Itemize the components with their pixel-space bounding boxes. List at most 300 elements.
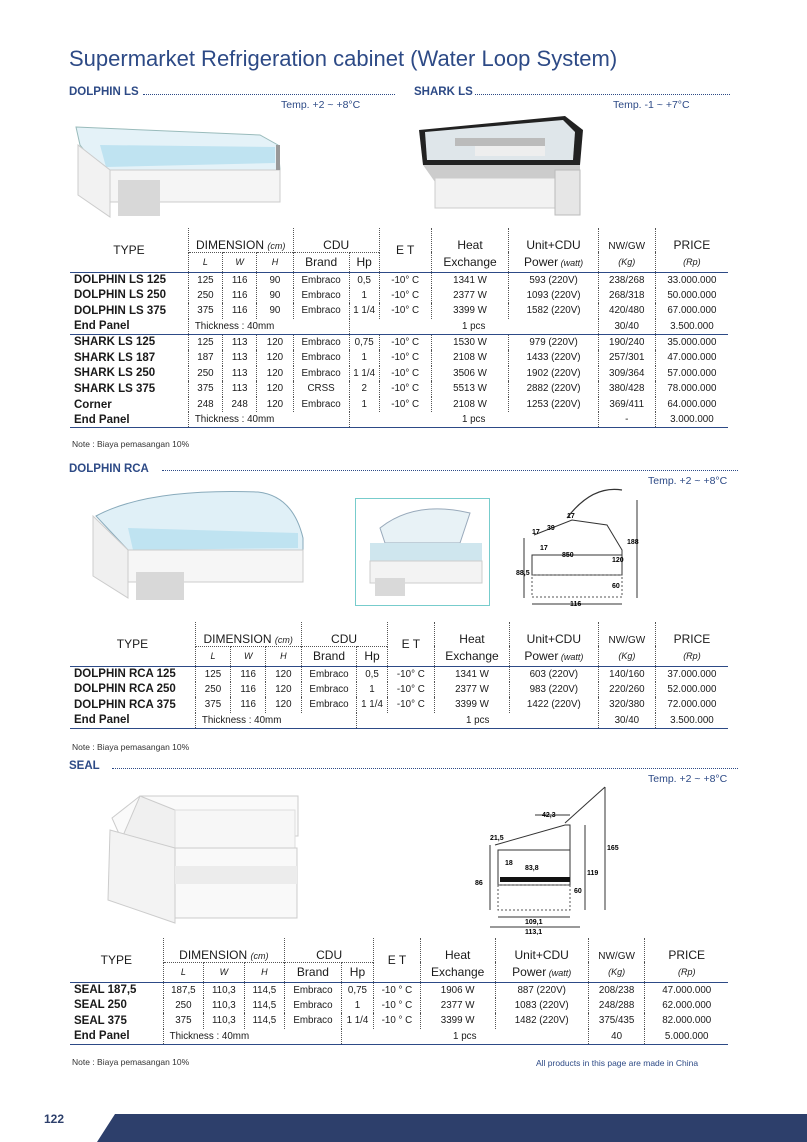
table-cell: DOLPHIN LS 250 (74, 289, 167, 302)
table-cell: End Panel (70, 1029, 163, 1045)
col-hp: Hp (349, 252, 379, 272)
table-row (70, 272, 728, 288)
table-row (70, 397, 728, 413)
table-cell: Thickness : 40mm (195, 713, 357, 729)
table-cell: 62.000.000 (645, 998, 728, 1014)
table-cell: 887 (220V) (495, 982, 588, 998)
dim-label: 60 (612, 583, 620, 590)
table-cell: 1 pcs (349, 319, 598, 335)
table-cell: 238/268 (598, 272, 655, 288)
col-l: L (188, 252, 222, 272)
table-cell: 47.000.000 (645, 982, 728, 998)
col-type: TYPE (100, 952, 132, 967)
table-cell: 1 pcs (357, 713, 598, 729)
table-cell: 30/40 (598, 713, 655, 729)
col-cdu: CDU (293, 228, 379, 252)
dim-label: 119 (587, 870, 599, 877)
table-cell: 1422 (220V) (509, 697, 598, 713)
table-cell: 0,5 (349, 272, 379, 288)
dim-label: 21,5 (490, 835, 504, 842)
col-brand: Brand (293, 252, 349, 272)
table-cell: Corner (74, 398, 112, 411)
col-rp: (Rp) (655, 646, 728, 666)
table-cell: -10 ° C (374, 1013, 421, 1029)
table-cell: Thickness : 40mm (188, 412, 349, 428)
table-cell: 116 (231, 666, 266, 682)
table-cell: -10° C (379, 350, 431, 366)
temp-seal: Temp. +2 ~ +8°C (648, 773, 728, 785)
table-body (70, 272, 728, 428)
col-cdu: CDU (285, 938, 374, 962)
table-cell: 116 (231, 682, 266, 698)
table-row (70, 998, 728, 1014)
table-cell: -10° C (379, 334, 431, 350)
table-cell: 72.000.000 (655, 697, 728, 713)
table-cell: 1582 (220V) (509, 303, 598, 319)
table-cell: 1906 W (420, 982, 495, 998)
table-cell: 40 (588, 1029, 645, 1045)
col-heat: Heat (431, 228, 509, 252)
table-cell: 248/288 (588, 998, 645, 1014)
table-cell: 57.000.000 (655, 366, 728, 382)
table-cell: SHARK LS 375 (74, 382, 156, 395)
temp-dolphin-rca: Temp. +2 ~ +8°C (648, 475, 728, 487)
table-cell: 248 (188, 397, 222, 413)
table-cell: -10° C (379, 288, 431, 304)
dolphin-rca-product-image (88, 488, 313, 605)
col-rp: (Rp) (655, 252, 728, 272)
table-cell: 113 (223, 366, 257, 382)
table-cell: 110,3 (204, 1013, 244, 1029)
table-cell: 220/260 (598, 682, 655, 698)
table-cell: 248 (223, 397, 257, 413)
table-cell: 120 (257, 366, 293, 382)
table-cell: DOLPHIN RCA 125 (70, 666, 195, 682)
table-cell: Embraco (293, 397, 349, 413)
table-cell: 2377 W (420, 998, 495, 1014)
col-dimension: DIMENSION (196, 237, 265, 252)
table-cell: -10° C (387, 666, 435, 682)
table-cell: 1 1/4 (349, 303, 379, 319)
table-cell: 90 (257, 303, 293, 319)
made-in-note: All products in this page are made in China (536, 1058, 699, 1068)
spec-table-dolphin-shark (70, 228, 728, 428)
table-cell: 1 pcs (349, 412, 598, 428)
dim-label: 116 (570, 601, 582, 608)
temp-shark-ls: Temp. -1 ~ +7°C (613, 99, 690, 111)
table-cell: 250 (188, 288, 222, 304)
table-cell: 52.000.000 (655, 682, 728, 698)
table-cell: 1 (349, 350, 379, 366)
table-cell: 37.000.000 (655, 666, 728, 682)
table-cell: 120 (257, 334, 293, 350)
table-cell: Embraco (285, 982, 342, 998)
col-hp: Hp (357, 646, 387, 666)
table-cell: Embraco (293, 303, 349, 319)
table-cell: 603 (220V) (509, 666, 598, 682)
table-cell: 208/238 (588, 982, 645, 998)
table-cell: 187,5 (163, 982, 203, 998)
table-row (70, 303, 728, 319)
divider (112, 768, 738, 769)
col-power: Power (524, 254, 559, 269)
table-cell: 380/428 (598, 381, 655, 397)
col-hp: Hp (341, 962, 373, 982)
table-cell: 125 (195, 666, 230, 682)
table-cell: - (598, 412, 655, 428)
table-cell: 1 1/4 (357, 697, 387, 713)
col-price: PRICE (645, 938, 728, 962)
table-cell: 5.000.000 (645, 1029, 728, 1045)
dimension-unit: (cm) (267, 240, 286, 251)
table-cell: 375 (188, 381, 222, 397)
table-cell: Embraco (285, 1013, 342, 1029)
table-row (70, 288, 728, 304)
table-cell: 369/411 (598, 397, 655, 413)
table-cell: 1083 (220V) (495, 998, 588, 1014)
table-cell: 1 (349, 397, 379, 413)
table-cell: End Panel (70, 412, 188, 428)
col-dimension: DIMENSION (203, 631, 272, 646)
table-cell: Embraco (285, 998, 342, 1014)
dim-label: 120 (612, 557, 624, 564)
table-cell: 187 (188, 350, 222, 366)
table-cell: 113 (223, 334, 257, 350)
col-power: Power (512, 964, 547, 979)
table-cell: 114,5 (244, 982, 284, 998)
table-cell: 593 (220V) (509, 272, 598, 288)
col-et: E T (379, 228, 431, 272)
col-h: H (244, 962, 284, 982)
dim-label: 109,1 (525, 919, 543, 926)
table-cell: 1902 (220V) (509, 366, 598, 382)
col-l: L (163, 962, 203, 982)
col-power: Power (524, 648, 559, 663)
dim-label: 113,1 (525, 929, 543, 935)
table-cell: 120 (266, 697, 301, 713)
col-h: H (257, 252, 293, 272)
dim-label: 17 (567, 513, 575, 520)
table-row (70, 1029, 728, 1045)
table-row (70, 350, 728, 366)
table-cell: 116 (231, 697, 266, 713)
dolphin-rca-open-image (355, 498, 490, 606)
power-unit: (watt) (548, 967, 572, 978)
table-cell: 1 pcs (341, 1029, 588, 1045)
table-cell: SEAL 375 (74, 1014, 127, 1027)
table-cell: SEAL 187,5 (70, 982, 163, 998)
table-row (70, 412, 728, 428)
table-cell: 82.000.000 (645, 1013, 728, 1029)
col-price: PRICE (655, 228, 728, 252)
table-cell: SHARK LS 187 (74, 351, 156, 364)
col-kg: (Kg) (598, 646, 655, 666)
temp-dolphin-ls: Temp. +2 ~ +8°C (281, 99, 361, 111)
col-nwgw: NW/GW (588, 938, 645, 962)
shark-ls-product-image (415, 110, 585, 220)
table-row (70, 713, 728, 729)
col-unit-cdu: Unit+CDU (509, 228, 598, 252)
table-cell: 3.500.000 (655, 319, 728, 335)
col-w: W (223, 252, 257, 272)
table-cell: 1253 (220V) (509, 397, 598, 413)
table-cell: 114,5 (244, 998, 284, 1014)
note-installation: Note : Biaya pemasangan 10% (72, 1057, 190, 1067)
table-cell: 3399 W (431, 303, 509, 319)
table-cell: 2108 W (431, 350, 509, 366)
col-w: W (231, 646, 266, 666)
table-cell: 420/480 (598, 303, 655, 319)
table-cell: DOLPHIN LS 125 (70, 272, 188, 288)
spec-table-dolphin-rca (70, 622, 728, 729)
col-exchange: Exchange (435, 646, 510, 666)
table-cell: 375 (163, 1013, 203, 1029)
table-cell: SEAL 250 (74, 999, 127, 1012)
table-cell: -10° C (379, 381, 431, 397)
power-unit: (watt) (560, 257, 584, 268)
table-cell: 0,5 (357, 666, 387, 682)
table-cell: 120 (266, 682, 301, 698)
note-installation: Note : Biaya pemasangan 10% (72, 439, 190, 449)
table-cell: DOLPHIN RCA 250 (74, 683, 176, 696)
table-cell: 30/40 (598, 319, 655, 335)
table-cell: 5513 W (431, 381, 509, 397)
table-cell: CRSS (293, 381, 349, 397)
col-nwgw: NW/GW (598, 228, 655, 252)
dimension-unit: (cm) (250, 950, 269, 961)
table-cell: Embraco (293, 366, 349, 382)
table-cell: End Panel (74, 320, 130, 333)
dim-label: 17 (540, 545, 548, 552)
table-cell: DOLPHIN LS 375 (74, 304, 167, 317)
table-cell: DOLPHIN RCA 375 (74, 698, 176, 711)
col-cdu: CDU (301, 622, 387, 646)
dim-label: 850 (562, 552, 574, 559)
table-cell: 47.000.000 (655, 350, 728, 366)
col-unit-cdu: Unit+CDU (509, 622, 598, 646)
table-cell: 35.000.000 (655, 334, 728, 350)
col-nwgw: NW/GW (598, 622, 655, 646)
page-number: 122 (44, 1112, 65, 1126)
table-cell: 2108 W (431, 397, 509, 413)
col-heat: Heat (420, 938, 495, 962)
col-w: W (204, 962, 244, 982)
spec-table-seal (70, 938, 728, 1045)
table-cell: 114,5 (244, 1013, 284, 1029)
col-l: L (195, 646, 230, 666)
table-cell: 2377 W (435, 682, 510, 698)
dim-label: 86 (475, 880, 483, 887)
table-cell: 1 (357, 682, 387, 698)
table-cell: Embraco (293, 350, 349, 366)
col-unit-cdu: Unit+CDU (495, 938, 588, 962)
table-cell: 120 (257, 381, 293, 397)
col-brand: Brand (285, 962, 342, 982)
table-cell: 268/318 (598, 288, 655, 304)
table-cell: 2882 (220V) (509, 381, 598, 397)
table-cell: 3.000.000 (655, 412, 728, 428)
dolphin-rca-dimension-diagram (512, 480, 642, 610)
table-row (70, 1013, 728, 1029)
table-cell: -10° C (379, 272, 431, 288)
dim-label: 83,8 (525, 865, 539, 872)
table-row (70, 982, 728, 998)
table-cell: 125 (188, 334, 222, 350)
table-cell: 120 (257, 350, 293, 366)
table-cell: 1433 (220V) (509, 350, 598, 366)
col-h: H (266, 646, 301, 666)
table-cell: End Panel (70, 713, 195, 729)
table-cell: -10° C (379, 397, 431, 413)
table-cell: 116 (223, 272, 257, 288)
col-exchange: Exchange (420, 962, 495, 982)
dim-label: 18 (505, 860, 513, 867)
section-label-dolphin-rca: DOLPHIN RCA (69, 463, 149, 475)
table-cell: 78.000.000 (655, 381, 728, 397)
table-cell: 375 (195, 697, 230, 713)
table-cell: 257/301 (598, 350, 655, 366)
col-et: E T (387, 622, 435, 666)
table-row (70, 381, 728, 397)
table-cell: 125 (188, 272, 222, 288)
dim-label: 165 (607, 845, 619, 852)
dim-label: 88,5 (516, 570, 530, 577)
table-body (70, 982, 728, 1044)
col-brand: Brand (301, 646, 357, 666)
table-cell: 250 (163, 998, 203, 1014)
dimension-unit: (cm) (274, 634, 293, 645)
dim-label: 42,3 (542, 812, 556, 819)
table-cell: 320/380 (598, 697, 655, 713)
table-cell: 50.000.000 (655, 288, 728, 304)
table-cell: 375 (188, 303, 222, 319)
power-unit: (watt) (560, 651, 584, 662)
table-cell: 120 (266, 666, 301, 682)
table-cell: -10 ° C (374, 998, 421, 1014)
divider (475, 94, 730, 95)
col-kg: (Kg) (588, 962, 645, 982)
table-cell: Thickness : 40mm (188, 319, 349, 335)
col-exchange: Exchange (431, 252, 509, 272)
dim-label: 60 (574, 888, 582, 895)
table-cell: -10° C (379, 303, 431, 319)
table-cell: 1 (349, 288, 379, 304)
table-cell: 90 (257, 272, 293, 288)
col-dimension: DIMENSION (179, 947, 248, 962)
col-heat: Heat (435, 622, 510, 646)
table-cell: 375/435 (588, 1013, 645, 1029)
table-cell: 1093 (220V) (509, 288, 598, 304)
table-row (70, 366, 728, 382)
table-cell: 3506 W (431, 366, 509, 382)
table-cell: 2377 W (431, 288, 509, 304)
table-cell: Embraco (301, 682, 357, 698)
col-et: E T (374, 938, 421, 982)
table-cell: -10° C (379, 366, 431, 382)
table-cell: 140/160 (598, 666, 655, 682)
table-cell: 190/240 (598, 334, 655, 350)
table-cell: 113 (223, 350, 257, 366)
table-row (70, 697, 728, 713)
table-cell: 120 (257, 397, 293, 413)
table-cell: Embraco (301, 666, 357, 682)
table-cell: 116 (223, 303, 257, 319)
section-label-shark-ls: SHARK LS (414, 86, 473, 98)
table-cell: 1 (341, 998, 373, 1014)
table-cell: SHARK LS 125 (70, 334, 188, 350)
table-cell: 1341 W (435, 666, 510, 682)
divider (162, 470, 738, 471)
table-row (70, 334, 728, 350)
table-cell: -10° C (387, 697, 435, 713)
table-row (70, 666, 728, 682)
table-cell: -10° C (387, 682, 435, 698)
table-cell: 309/364 (598, 366, 655, 382)
table-cell: 979 (220V) (509, 334, 598, 350)
section-label-seal: SEAL (69, 760, 100, 772)
table-cell: 0,75 (349, 334, 379, 350)
table-cell: 2 (349, 381, 379, 397)
col-rp: (Rp) (645, 962, 728, 982)
section-label-dolphin-ls: DOLPHIN LS (69, 86, 139, 98)
table-cell: Embraco (293, 288, 349, 304)
table-cell: 1 1/4 (349, 366, 379, 382)
table-cell: 983 (220V) (509, 682, 598, 698)
table-cell: 64.000.000 (655, 397, 728, 413)
table-cell: SHARK LS 250 (74, 367, 156, 380)
col-price: PRICE (655, 622, 728, 646)
table-cell: Embraco (301, 697, 357, 713)
footer-bar (97, 1114, 807, 1142)
table-cell: 33.000.000 (655, 272, 728, 288)
table-cell: Thickness : 40mm (163, 1029, 341, 1045)
table-cell: 1 1/4 (341, 1013, 373, 1029)
seal-product-image (100, 788, 305, 928)
table-row (70, 319, 728, 335)
table-cell: 250 (188, 366, 222, 382)
table-cell: 67.000.000 (655, 303, 728, 319)
dim-label: 39 (547, 525, 555, 532)
table-cell: 250 (195, 682, 230, 698)
table-cell: 3.500.000 (655, 713, 728, 729)
table-cell: 1530 W (431, 334, 509, 350)
table-cell: Embraco (293, 334, 349, 350)
dim-label: 188 (627, 539, 639, 546)
table-cell: 110,3 (204, 982, 244, 998)
table-cell: 3399 W (420, 1013, 495, 1029)
page-title: Supermarket Refrigeration cabinet (Water Loop System) (69, 46, 618, 71)
table-cell: -10 ° C (374, 982, 421, 998)
table-cell: 1482 (220V) (495, 1013, 588, 1029)
col-type: TYPE (113, 242, 145, 257)
table-cell: 90 (257, 288, 293, 304)
dolphin-ls-product-image (70, 115, 285, 220)
table-cell: 110,3 (204, 998, 244, 1014)
dim-label: 17 (532, 529, 540, 536)
divider (143, 94, 395, 95)
table-cell: Embraco (293, 272, 349, 288)
table-row (70, 682, 728, 698)
note-installation: Note : Biaya pemasangan 10% (72, 742, 190, 752)
seal-dimension-diagram (470, 785, 620, 935)
table-cell: 116 (223, 288, 257, 304)
table-cell: 1341 W (431, 272, 509, 288)
table-body (70, 666, 728, 728)
col-type: TYPE (116, 636, 149, 651)
table-cell: 113 (223, 381, 257, 397)
col-kg: (Kg) (598, 252, 655, 272)
table-cell: 3399 W (435, 697, 510, 713)
